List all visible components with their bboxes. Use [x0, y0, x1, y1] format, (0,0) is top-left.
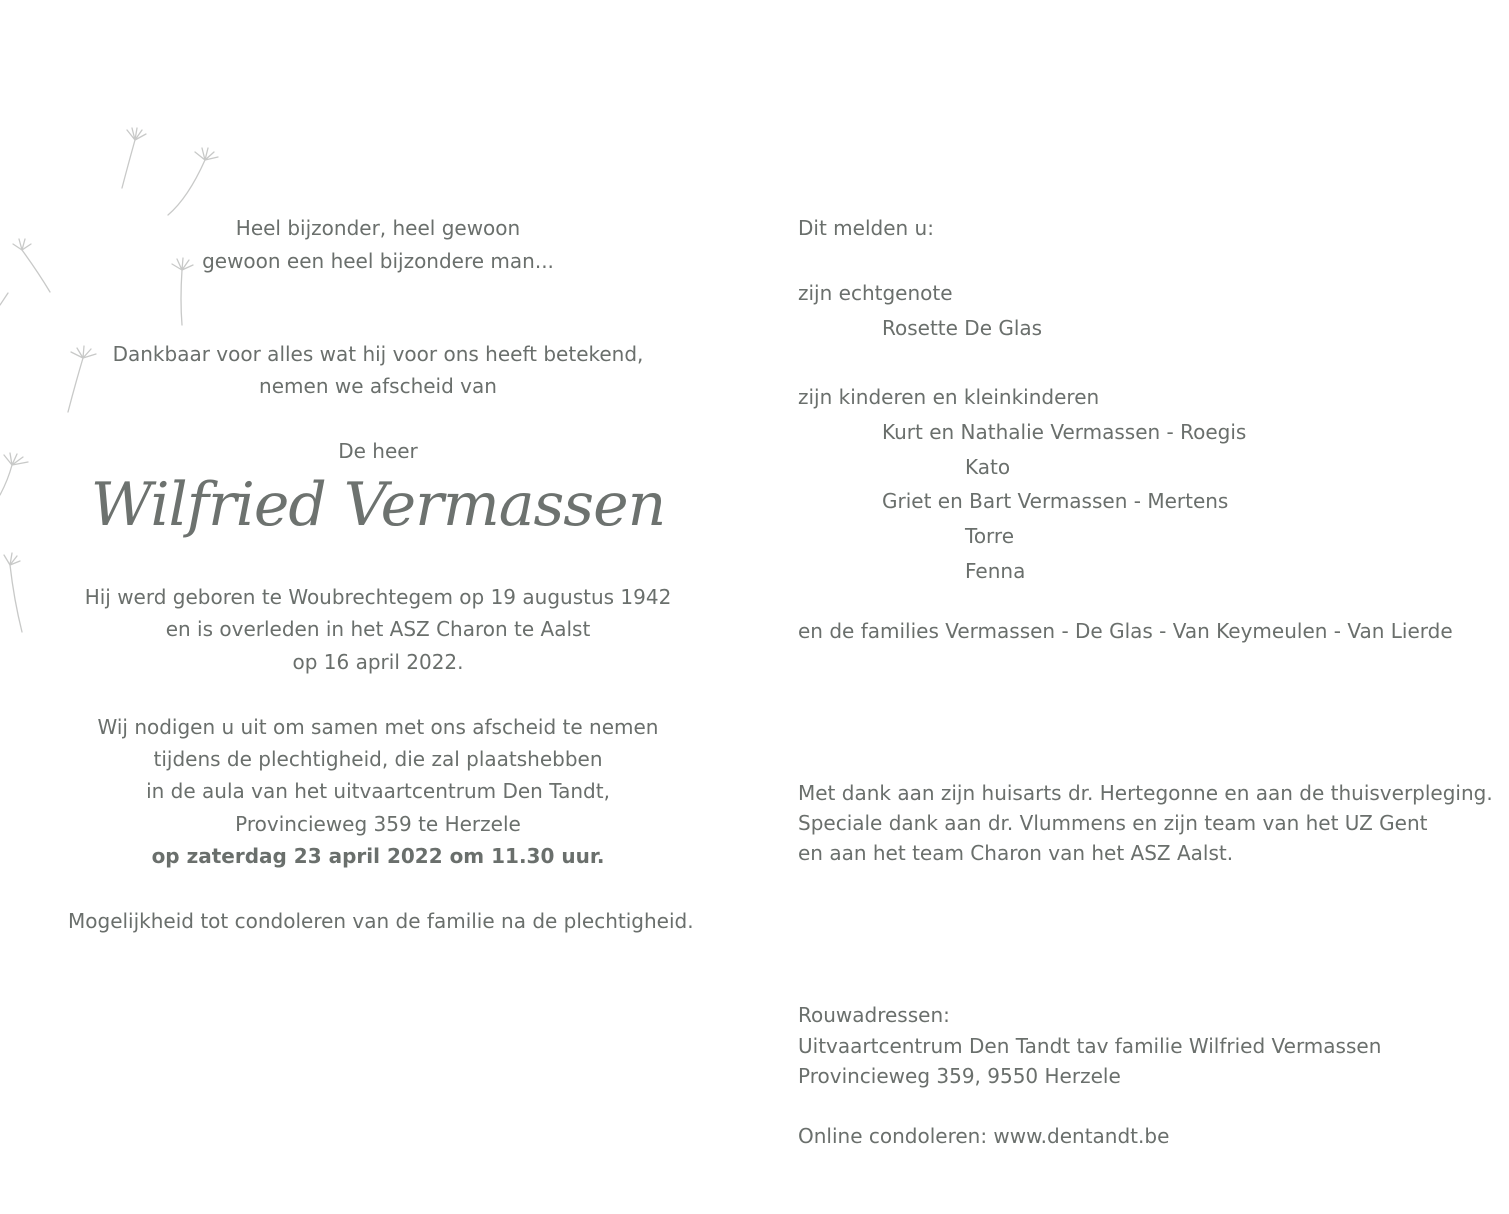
online-condolence: Online condoleren: www.dentandt.be	[798, 1124, 1170, 1148]
bio-line-1: Hij werd geboren te Woubrechtegem op 19 augustus 1942	[84, 585, 672, 609]
ceremony-date: op zaterdag 23 april 2022 om 11.30 uur.	[151, 844, 605, 868]
bio-line-3: op 16 april 2022.	[292, 650, 464, 674]
thanks-line-1: Met dank aan zijn huisarts dr. Hertegonne en aan de thuisverpleging.	[798, 781, 1493, 805]
bio-line-2: en is overleden in het ASZ Charon te Aalst	[165, 617, 591, 641]
thanks-line-2: Speciale dank aan dr. Vlummens en zijn team van het UZ Gent	[798, 811, 1428, 835]
grandchild-1: Kato	[965, 455, 1011, 479]
condolence-note: Mogelijkheid tot condoleren van de familie na de plechtigheid.	[68, 909, 694, 933]
announce-heading: Dit melden u:	[798, 216, 934, 240]
children-label: zijn kinderen en kleinkinderen	[798, 385, 1100, 409]
invite-line-4: Provincieweg 359 te Herzele	[235, 812, 521, 836]
spouse-label: zijn echtgenote	[798, 281, 953, 305]
families-line: en de families Vermassen - De Glas - Van Keymeulen - Van Lierde	[798, 619, 1453, 643]
intro-line-1: Dankbaar voor alles wat hij voor ons heeft betekend,	[112, 342, 644, 366]
address-line-2: Provincieweg 359, 9550 Herzele	[798, 1064, 1121, 1088]
invite-line-1: Wij nodigen u uit om samen met ons afscheid te nemen	[97, 715, 659, 739]
motto-line-1: Heel bijzonder, heel gewoon	[235, 216, 521, 240]
invite-line-2: tijdens de plechtigheid, die zal plaatshebben	[153, 747, 603, 771]
address-line-1: Uitvaartcentrum Den Tandt tav familie Wilfried Vermassen	[798, 1034, 1382, 1058]
child-family-1: Kurt en Nathalie Vermassen - Roegis	[882, 420, 1247, 444]
motto-line-2: gewoon een heel bijzondere man...	[202, 249, 554, 273]
invite-line-3: in de aula van het uitvaartcentrum Den Tandt,	[146, 779, 610, 803]
address-label: Rouwadressen:	[798, 1003, 950, 1027]
intro-line-2: nemen we afscheid van	[259, 374, 497, 398]
thanks-line-3: en aan het team Charon van het ASZ Aalst.	[798, 841, 1234, 865]
grandchild-2: Torre	[965, 524, 1015, 548]
salutation: De heer	[338, 439, 418, 463]
spouse-name: Rosette De Glas	[882, 316, 1043, 340]
child-family-2: Griet en Bart Vermassen - Mertens	[882, 489, 1229, 513]
deceased-name: Wilfried Vermassen	[90, 470, 666, 540]
grandchild-3: Fenna	[965, 559, 1026, 583]
